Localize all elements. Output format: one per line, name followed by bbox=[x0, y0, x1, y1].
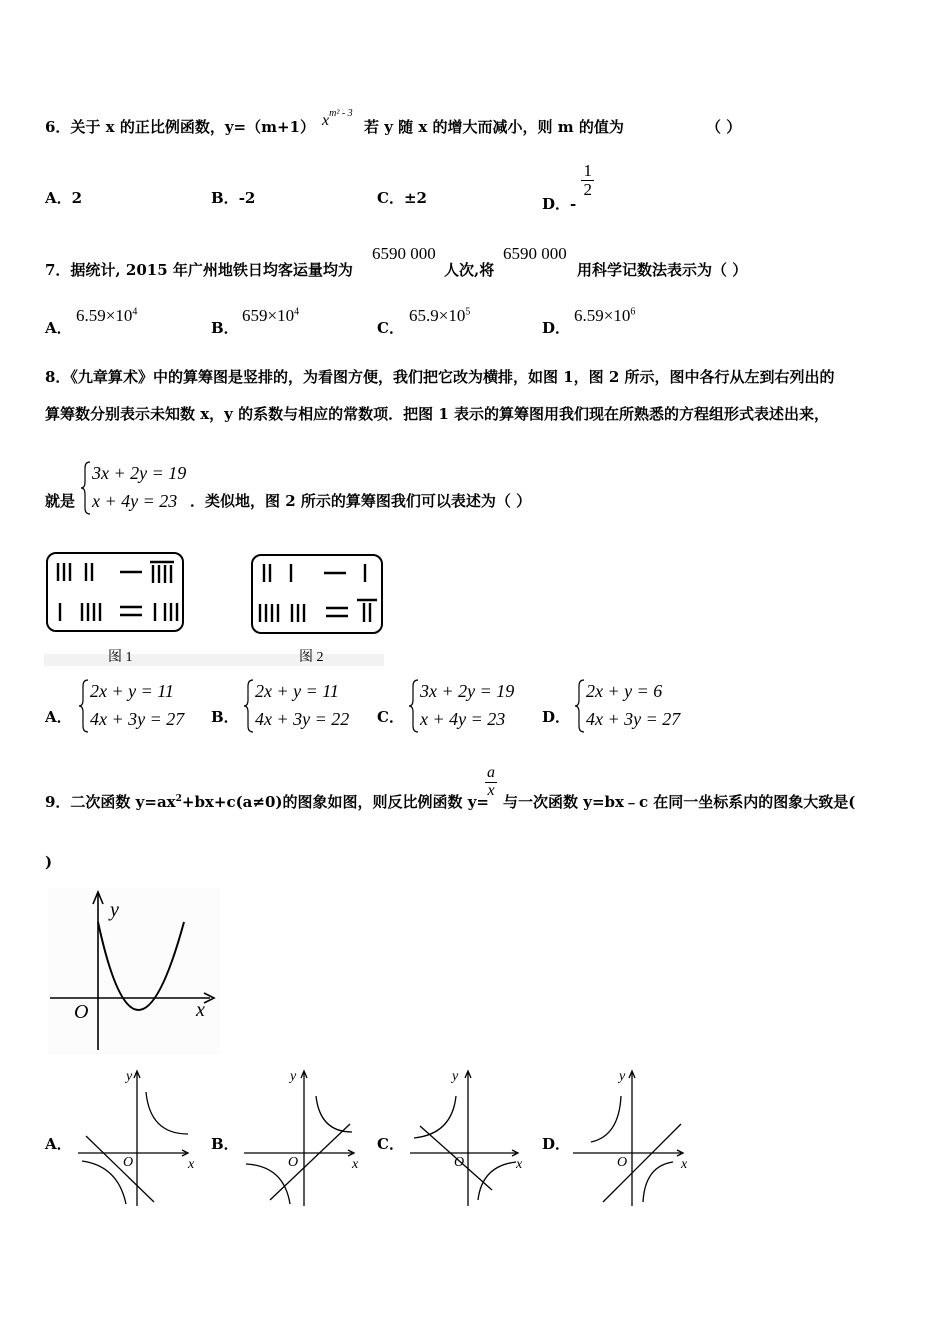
fraction-numerator: a bbox=[487, 764, 495, 781]
origin-label: O bbox=[617, 1155, 628, 1170]
q8-option-c-system bbox=[420, 677, 514, 733]
q6-stem-b: 若 y 随 x 的增大而减小，则 m 的值为 bbox=[364, 118, 624, 136]
option-value: ±2 bbox=[403, 189, 427, 207]
q9-option-c[interactable] bbox=[377, 1133, 404, 1154]
equation: 3x + 2y = 19 bbox=[92, 463, 187, 483]
q8-option-d[interactable] bbox=[542, 706, 570, 727]
q6-power-exponent: m² - 3 bbox=[329, 108, 353, 119]
axis-label-y: y bbox=[619, 1069, 626, 1084]
q6-option-b[interactable] bbox=[211, 187, 255, 208]
q9-fraction bbox=[485, 765, 497, 800]
option-label: A． bbox=[45, 1135, 72, 1153]
mantissa: 6.59×10 bbox=[574, 306, 631, 325]
q9-stem-a: 9．二次函数 y=ax bbox=[45, 793, 176, 811]
q7-option-b-value bbox=[242, 306, 299, 326]
axis-label-y: y bbox=[110, 899, 119, 921]
q9-close-paren: ) bbox=[45, 853, 53, 871]
option-label: B． bbox=[211, 708, 239, 726]
option-label: A． bbox=[45, 189, 72, 207]
q8-option-d-system bbox=[586, 677, 680, 733]
axis-label-x: x bbox=[196, 999, 205, 1021]
q7-option-d[interactable] bbox=[542, 317, 570, 338]
option-label: C． bbox=[377, 1135, 404, 1153]
axis-label-y: y bbox=[452, 1069, 459, 1084]
q9-option-a-graph bbox=[76, 1066, 206, 1211]
q9-option-b-graph bbox=[240, 1066, 370, 1211]
origin-label: O bbox=[288, 1155, 299, 1170]
q7-stem-a: 7．据统计, 2015 年广州地铁日均客运量均为 bbox=[45, 261, 353, 279]
q9-stem-c: 与一次函数 y=bx﹣c 在同一坐标系内的图象大致是( bbox=[503, 793, 856, 811]
figure-2 bbox=[252, 555, 382, 633]
mantissa: 65.9×10 bbox=[409, 306, 466, 325]
equation: 3x + 2y = 19 bbox=[420, 681, 515, 701]
figure-2-caption: 图 2 bbox=[299, 650, 324, 665]
q8-line-2: 算筹数分别表示未知数 x，y 的系数与相应的常数项．把图 1 表示的算筹图用我们现在所熟悉的方程组形式表述出来， bbox=[45, 405, 829, 423]
q6-option-a[interactable] bbox=[45, 187, 82, 208]
option-label: B． bbox=[211, 319, 239, 337]
left-brace-icon bbox=[78, 678, 90, 734]
q8-option-a-system bbox=[90, 677, 184, 733]
option-label: D． bbox=[542, 708, 571, 726]
exponent: 5 bbox=[465, 306, 471, 318]
q8-option-c[interactable] bbox=[377, 706, 404, 727]
equation: 2x + y = 6 bbox=[586, 681, 663, 701]
q6-power-base: x bbox=[322, 112, 330, 129]
option-label: B． bbox=[211, 189, 239, 207]
q7-option-d-value bbox=[574, 306, 635, 326]
equation: x + 4y = 23 bbox=[420, 709, 506, 729]
option-label: B． bbox=[211, 1135, 239, 1153]
left-brace-icon bbox=[574, 678, 586, 734]
parabola-graph bbox=[48, 888, 220, 1054]
q6-answer-paren: （ ） bbox=[706, 118, 742, 136]
q6-stem-a: 6．关于 x 的正比例函数，y=（m+1） bbox=[45, 118, 315, 136]
q9-option-d[interactable] bbox=[542, 1133, 570, 1154]
q9-option-c-graph bbox=[404, 1066, 534, 1211]
equation: 2x + y = 11 bbox=[90, 681, 174, 701]
q6-power bbox=[322, 110, 353, 130]
exponent: 6 bbox=[630, 306, 636, 318]
q8-line-3b: ．类似地，图 2 所示的算筹图我们可以表述为（ ） bbox=[190, 492, 532, 510]
axis-label-y: y bbox=[290, 1069, 297, 1084]
equation: 4x + 3y = 22 bbox=[255, 709, 350, 729]
option-label: C． bbox=[377, 319, 404, 337]
equation: 4x + 3y = 27 bbox=[90, 709, 185, 729]
option-label: C． bbox=[377, 708, 404, 726]
fraction bbox=[581, 162, 594, 199]
exponent: 4 bbox=[294, 306, 300, 318]
q7-option-c[interactable] bbox=[377, 317, 404, 338]
option-label: A． bbox=[45, 708, 72, 726]
equation: 4x + 3y = 27 bbox=[586, 709, 681, 729]
q6-option-c[interactable] bbox=[377, 187, 427, 208]
q8-line-1: 8．《九章算术》中的算筹图是竖排的，为看图方便，我们把它改为横排，如图 1，图 2 所示，图中各行从左到右列出的 bbox=[45, 368, 835, 386]
origin-label: O bbox=[454, 1155, 465, 1170]
option-value: - bbox=[570, 195, 577, 214]
q8-line-3a: 就是 bbox=[45, 492, 76, 510]
q7-option-a[interactable] bbox=[45, 317, 72, 338]
axis-label-x: x bbox=[681, 1157, 688, 1172]
fraction-numerator: 1 bbox=[583, 161, 592, 180]
q8-option-b[interactable] bbox=[211, 706, 239, 727]
origin-label: O bbox=[74, 1001, 89, 1023]
q9-superscript: 2 bbox=[175, 794, 182, 804]
option-value: 2 bbox=[71, 189, 83, 207]
q7-option-b[interactable] bbox=[211, 317, 239, 338]
q7-number-2: 6590 000 bbox=[503, 244, 567, 263]
left-brace-icon bbox=[80, 460, 92, 516]
option-label: D． bbox=[542, 319, 571, 337]
option-label: D． bbox=[542, 195, 571, 214]
origin-label: O bbox=[123, 1155, 134, 1170]
left-brace-icon bbox=[243, 678, 255, 734]
exponent: 4 bbox=[132, 306, 138, 318]
option-label: D． bbox=[542, 1135, 571, 1153]
figure-1-caption: 图 1 bbox=[108, 650, 133, 665]
option-label: A． bbox=[45, 319, 72, 337]
q7-number-1: 6590 000 bbox=[372, 244, 436, 263]
q7-option-c-value bbox=[409, 306, 470, 326]
axis-label-y: y bbox=[126, 1069, 133, 1084]
q8-option-a[interactable] bbox=[45, 706, 72, 727]
figure-1 bbox=[47, 553, 183, 631]
left-brace-icon bbox=[408, 678, 420, 734]
equation: x + 4y = 23 bbox=[92, 491, 178, 511]
option-value: -2 bbox=[238, 189, 256, 207]
mantissa: 6.59×10 bbox=[76, 306, 133, 325]
q7-option-a-value bbox=[76, 306, 137, 326]
q9-stem-b: +bx+c(a≠0)的图象如图，则反比例函数 y= bbox=[181, 793, 490, 811]
fraction-denominator: 2 bbox=[583, 179, 592, 199]
q9-option-a[interactable] bbox=[45, 1133, 72, 1154]
q6-option-d[interactable] bbox=[542, 161, 594, 214]
counting-rod-figures bbox=[44, 548, 384, 666]
axis-label-x: x bbox=[352, 1157, 359, 1172]
axis-label-x: x bbox=[188, 1157, 195, 1172]
q9-option-b[interactable] bbox=[211, 1133, 239, 1154]
option-label: C． bbox=[377, 189, 404, 207]
equation: 2x + y = 11 bbox=[255, 681, 339, 701]
fraction-denominator: x bbox=[487, 781, 495, 799]
q7-stem-c: 用科学记数法表示为（ ） bbox=[577, 261, 748, 279]
q7-stem-b: 人次,将 bbox=[444, 261, 495, 279]
q9-option-d-graph bbox=[569, 1066, 699, 1211]
q8-option-b-system bbox=[255, 677, 349, 733]
axis-label-x: x bbox=[516, 1157, 523, 1172]
q9-stem bbox=[45, 791, 489, 812]
mantissa: 659×10 bbox=[242, 306, 295, 325]
q8-system bbox=[92, 459, 186, 515]
